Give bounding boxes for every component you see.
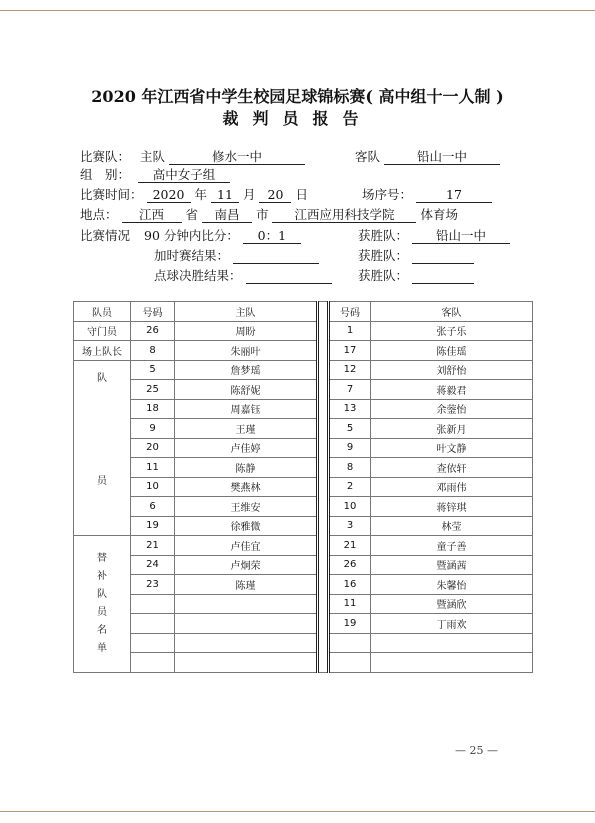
home-number: 11	[131, 458, 175, 478]
away-number: 17	[329, 341, 371, 361]
home-player: 徐雅微	[175, 516, 318, 536]
away-number: 10	[329, 497, 371, 517]
substitute-row	[74, 555, 533, 575]
home-number	[131, 633, 175, 653]
home-player: 周嘉钰	[175, 399, 318, 419]
venue-field: 江西应用科技学院	[272, 207, 416, 223]
player-row	[74, 477, 533, 497]
away-player: 暨涵茜	[371, 555, 533, 575]
subs-label-char: 名	[97, 625, 107, 636]
home-number: 9	[131, 419, 175, 439]
away-number	[329, 633, 371, 653]
player-row	[74, 438, 533, 458]
away-number: 3	[329, 516, 371, 536]
place-label: 地点：	[80, 207, 118, 222]
subs-label-char: 队	[97, 589, 107, 600]
penalty-result-field	[246, 268, 332, 284]
home-number: 20	[131, 438, 175, 458]
home-player	[175, 633, 318, 653]
home-number: 26	[131, 321, 175, 341]
home-number	[131, 594, 175, 614]
home-player: 卢佳婷	[175, 438, 318, 458]
group-line	[80, 167, 230, 183]
extra-winner-label: 获胜队：	[358, 248, 409, 263]
regular-label: 90 分钟内比分：	[144, 228, 239, 243]
home-player: 朱丽叶	[175, 341, 318, 361]
home-number: 23	[131, 575, 175, 595]
subs-label-char: 补	[97, 571, 107, 582]
group-label: 组 别：	[80, 167, 131, 182]
away-number: 5	[329, 419, 371, 439]
year-unit: 年	[194, 187, 207, 202]
away-player: 张子乐	[371, 321, 533, 341]
captain-label: 场上队长	[74, 341, 131, 361]
bottom-rule	[0, 811, 595, 812]
extra-winner-line	[358, 248, 474, 264]
away-label: 客队	[355, 149, 381, 164]
away-number: 12	[329, 360, 371, 380]
roster-table	[73, 301, 533, 673]
player-row	[74, 419, 533, 439]
venue-unit: 体育场	[420, 207, 458, 222]
home-player: 卢炯荣	[175, 555, 318, 575]
away-number: 9	[329, 438, 371, 458]
away-number: 13	[329, 399, 371, 419]
away-number: 19	[329, 614, 371, 634]
players-label-top: 队	[97, 372, 107, 384]
day-unit: 日	[295, 187, 308, 202]
header-home-team: 主队	[175, 302, 318, 322]
away-number: 11	[329, 594, 371, 614]
header-player: 队员	[74, 302, 131, 322]
teams-label: 比赛队：	[80, 149, 131, 164]
column-separator	[318, 302, 329, 673]
home-label: 主队	[140, 149, 166, 164]
away-player: 叶文静	[371, 438, 533, 458]
order-line	[362, 187, 492, 203]
away-player: 蒋毅君	[371, 380, 533, 400]
home-player	[175, 594, 318, 614]
city-unit: 市	[255, 207, 269, 222]
header-home-number: 号码	[131, 302, 175, 322]
result-line	[80, 228, 301, 244]
away-line	[355, 149, 500, 165]
result-label: 比赛情况	[80, 228, 131, 243]
month-unit: 月	[242, 187, 256, 202]
extra-winner-field	[412, 248, 474, 264]
home-player: 樊燕林	[175, 477, 318, 497]
report-subtitle: 裁判员报告	[222, 109, 373, 128]
extra-line	[154, 248, 319, 264]
page-number: — 25 —	[455, 744, 498, 757]
top-rule	[0, 10, 595, 11]
month-field: 11	[211, 187, 239, 203]
teams-line	[80, 149, 305, 165]
away-player: 林莹	[371, 516, 533, 536]
home-number	[131, 653, 175, 673]
home-player	[175, 614, 318, 634]
substitute-row	[74, 633, 533, 653]
player-row	[74, 360, 533, 380]
home-player: 周盼	[175, 321, 318, 341]
substitute-row	[74, 536, 533, 556]
header-away-team: 客队	[371, 302, 533, 322]
home-player: 陈舒妮	[175, 380, 318, 400]
substitute-row	[74, 575, 533, 595]
winner-field: 铅山一中	[412, 228, 510, 244]
home-player	[175, 653, 318, 673]
province-unit: 省	[185, 207, 198, 222]
day-field: 20	[259, 187, 291, 203]
substitute-row	[74, 594, 533, 614]
time-line	[80, 187, 308, 203]
home-number	[131, 614, 175, 634]
player-row	[74, 516, 533, 536]
players-label-bottom: 员	[97, 475, 107, 487]
away-number: 21	[329, 536, 371, 556]
away-player: 陈佳瑶	[371, 341, 533, 361]
home-team-field: 修水一中	[169, 149, 305, 165]
home-number: 18	[131, 399, 175, 419]
players-group-label	[74, 360, 131, 536]
penalty-winner-line	[358, 268, 474, 284]
city-field: 南昌	[202, 207, 252, 223]
subs-group-label	[74, 536, 131, 673]
home-number: 5	[131, 360, 175, 380]
away-player: 邓雨伟	[371, 477, 533, 497]
away-player: 暨涵欣	[371, 594, 533, 614]
report-title: 2020 年江西省中学生校园足球锦标赛( 高中组十一人制 )	[91, 87, 504, 106]
home-player: 王瑾	[175, 419, 318, 439]
home-number: 19	[131, 516, 175, 536]
away-number: 2	[329, 477, 371, 497]
away-player: 童子善	[371, 536, 533, 556]
group-field: 高中女子组	[138, 167, 230, 183]
home-player: 卢佳宜	[175, 536, 318, 556]
extra-result-field	[233, 248, 319, 264]
order-label: 场序号：	[362, 187, 413, 202]
province-field: 江西	[122, 207, 182, 223]
goalkeeper-row	[74, 321, 533, 341]
home-player: 詹梦瑶	[175, 360, 318, 380]
away-number: 7	[329, 380, 371, 400]
order-field: 17	[416, 187, 492, 203]
away-player: 蒋锌琪	[371, 497, 533, 517]
away-player: 丁雨欢	[371, 614, 533, 634]
captain-row	[74, 341, 533, 361]
home-player: 陈瑾	[175, 575, 318, 595]
extra-label: 加时赛结果：	[154, 248, 230, 263]
time-label: 比赛时间：	[80, 187, 143, 202]
player-row	[74, 458, 533, 478]
substitute-row	[74, 614, 533, 634]
home-number: 10	[131, 477, 175, 497]
away-player: 查依轩	[371, 458, 533, 478]
header-away-number: 号码	[329, 302, 371, 322]
place-line	[80, 207, 458, 223]
subs-label-char: 单	[97, 643, 107, 654]
home-number: 21	[131, 536, 175, 556]
home-player: 王维安	[175, 497, 318, 517]
away-number: 16	[329, 575, 371, 595]
penalty-winner-field	[412, 268, 474, 284]
penalty-label: 点球决胜结果：	[154, 268, 242, 283]
away-player	[371, 633, 533, 653]
player-row	[74, 380, 533, 400]
home-number: 6	[131, 497, 175, 517]
penalty-winner-label: 获胜队：	[358, 268, 409, 283]
player-row	[74, 497, 533, 517]
subs-label-char: 员	[97, 607, 107, 618]
substitute-row	[74, 653, 533, 673]
away-number: 26	[329, 555, 371, 575]
away-team-field: 铅山一中	[384, 149, 500, 165]
year-field: 2020	[147, 187, 191, 203]
away-player: 刘舒怡	[371, 360, 533, 380]
home-number: 8	[131, 341, 175, 361]
winner-line	[358, 228, 510, 244]
away-number	[329, 653, 371, 673]
goalkeeper-label: 守门员	[74, 321, 131, 341]
table-header-row	[74, 302, 533, 322]
winner-label: 获胜队：	[358, 228, 409, 243]
away-number: 1	[329, 321, 371, 341]
away-player: 张新月	[371, 419, 533, 439]
regular-score-field: 0：1	[243, 228, 301, 244]
penalty-line	[154, 268, 332, 284]
away-number: 8	[329, 458, 371, 478]
home-player: 陈静	[175, 458, 318, 478]
away-player: 余蓥怡	[371, 399, 533, 419]
player-row	[74, 399, 533, 419]
away-player	[371, 653, 533, 673]
home-number: 24	[131, 555, 175, 575]
subs-label-char: 替	[97, 553, 107, 564]
away-player: 朱馨怡	[371, 575, 533, 595]
home-number: 25	[131, 380, 175, 400]
